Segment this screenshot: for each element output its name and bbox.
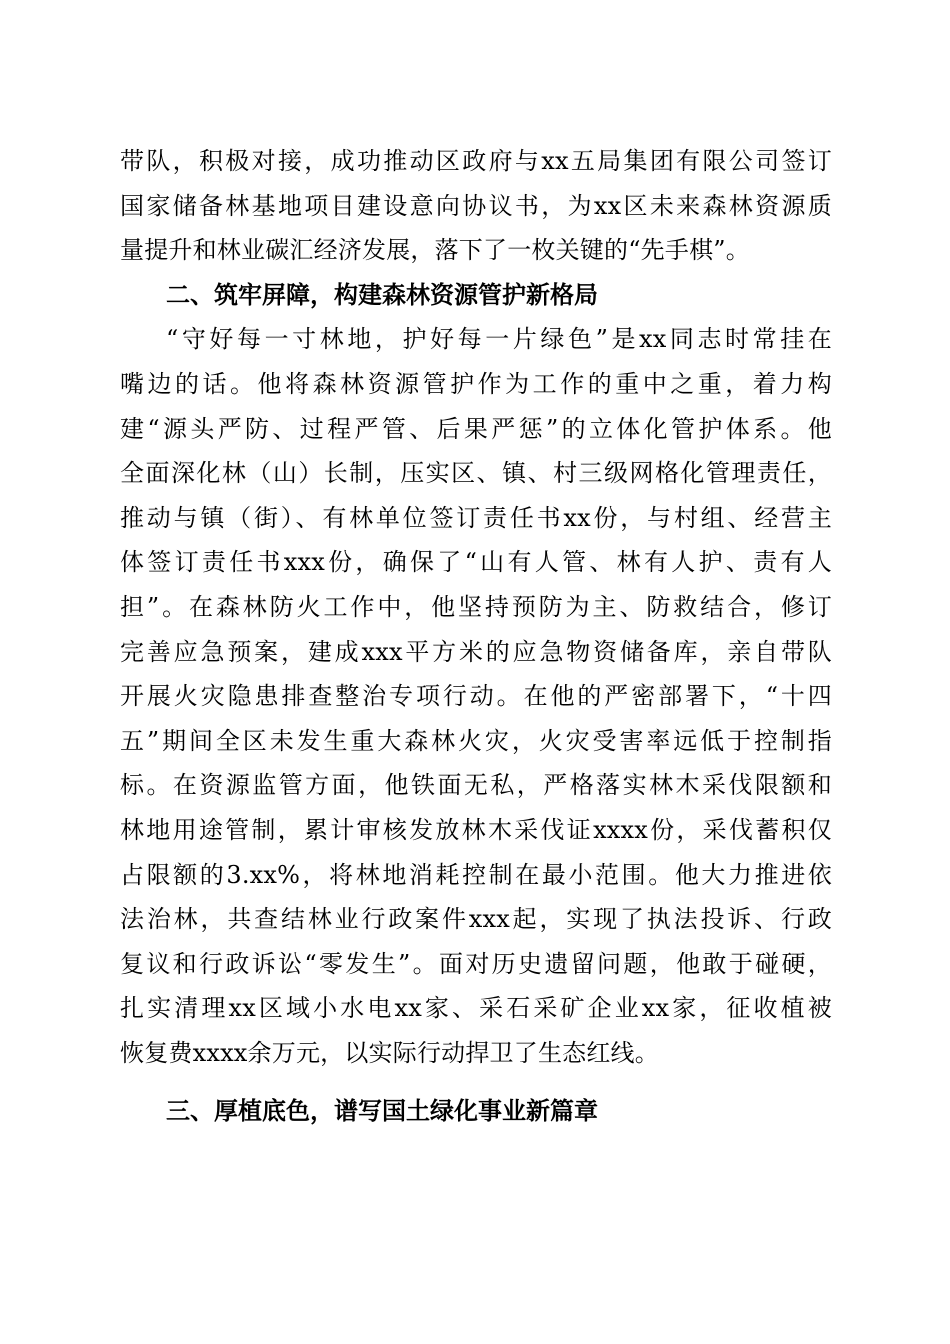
text-line: 占限额的3.xx%，将林地消耗控制在最小范围。他大力推进依 — [120, 860, 832, 889]
text-line: 建“源头严防、过程严管、后果严惩”的立体化管护体系。他 — [120, 414, 832, 443]
text-line: 开展火灾隐患排查整治专项行动。在他的严密部署下，“十四 — [120, 682, 832, 711]
text-line: 推动与镇（街）、有林单位签订责任书xx份，与村组、经营主 — [120, 503, 832, 532]
document-body — [120, 139, 832, 1134]
text-line: 法治林，共查结林业行政案件xxx起，实现了执法投诉、行政 — [120, 905, 832, 934]
section-heading-3: 三、厚植底色，谱写国土绿化事业新篇章 — [166, 1097, 598, 1126]
text-line: 林地用途管制，累计审核发放林木采伐证xxxx份，采伐蓄积仅 — [120, 815, 832, 844]
text-line: 带队，积极对接，成功推动区政府与xx五局集团有限公司签订 — [120, 147, 832, 175]
text-line: 嘴边的话。他将森林资源管护作为工作的重中之重，着力构 — [120, 369, 832, 398]
text-line: 担”。在森林防火工作中，他坚持预防为主、防救结合，修订 — [120, 592, 832, 621]
text-line: 标。在资源监管方面，他铁面无私，严格落实林木采伐限额和 — [120, 771, 832, 800]
paragraph-forest-protection — [120, 317, 832, 1075]
text-line: 量提升和林业碳汇经济发展，落下了一枚关键的“先手棋”。 — [120, 236, 750, 265]
text-line: 五”期间全区未发生重大森林火灾，火灾受害率远低于控制指 — [120, 726, 832, 755]
text-line: 国家储备林基地项目建设意向协议书，为xx区未来森林资源质 — [120, 191, 832, 220]
text-line: 恢复费xxxx余万元，以实际行动捍卫了生态红线。 — [120, 1038, 659, 1067]
section-heading-2: 二、筑牢屏障，构建森林资源管护新格局 — [166, 280, 598, 309]
text-line: “守好每一寸林地，护好每一片绿色”是xx同志时常挂在 — [166, 325, 832, 354]
text-line: 扎实清理xx区域小水电xx家、采石采矿企业xx家，征收植被 — [120, 994, 832, 1023]
paragraph-continuation — [120, 139, 832, 273]
text-line: 复议和行政诉讼“零发生”。面对历史遗留问题，他敢于碰硬， — [120, 949, 832, 978]
text-line: 完善应急预案，建成xxx平方米的应急物资储备库，亲自带队 — [120, 637, 832, 666]
text-line: 全面深化林（山）长制，压实区、镇、村三级网格化管理责任， — [120, 459, 832, 488]
text-line: 体签订责任书xxx份，确保了“山有人管、林有人护、责有人 — [120, 548, 832, 577]
